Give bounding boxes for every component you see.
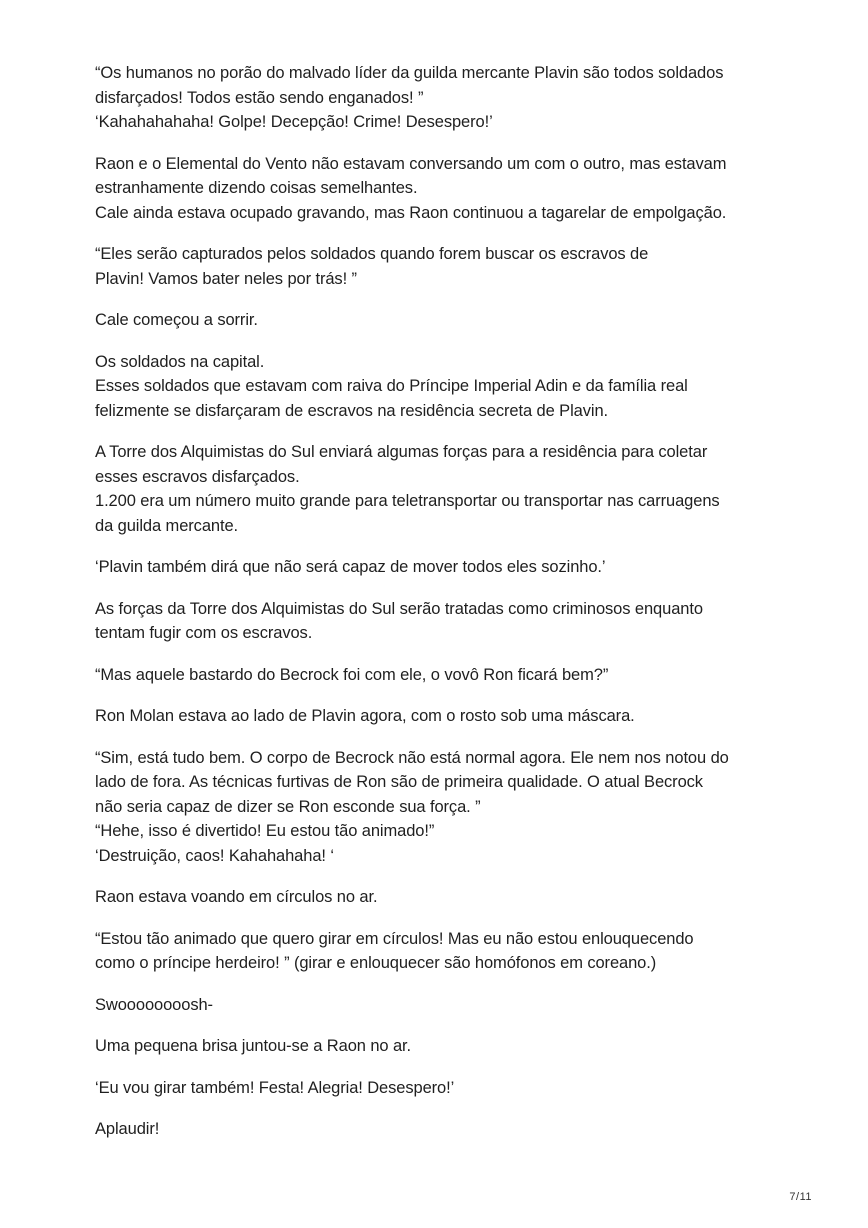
text-line: Cale começou a sorrir. <box>95 311 258 329</box>
document-body <box>95 61 785 1159</box>
paragraph <box>95 440 785 538</box>
text-line: ‘Destruição, caos! Kahahahaha! ‘ <box>95 846 334 865</box>
paragraph <box>95 242 785 291</box>
paragraph <box>95 350 785 424</box>
text-line: “Eles serão capturados pelos soldados quando forem buscar os escravos de <box>95 245 649 263</box>
text-line: esses escravos disfarçados. <box>95 467 300 486</box>
text-line: Os soldados na capital. <box>95 352 265 371</box>
paragraph <box>95 746 785 869</box>
text-line: “Sim, está tudo bem. O corpo de Becrock não está normal agora. Ele nem nos notou do <box>95 748 729 767</box>
text-line: como o príncipe herdeiro! ” (girar e enlouquecer são homófonos em coreano.) <box>95 954 657 972</box>
page-number: 7/11 <box>789 1191 812 1203</box>
text-line: “Os humanos no porão do malvado líder da guilda mercante Plavin são todos soldados <box>95 64 724 82</box>
text-line: ‘Kahahahahaha! Golpe! Decepção! Crime! Desespero!’ <box>95 113 493 131</box>
text-line: A Torre dos Alquimistas do Sul enviará algumas forças para a residência para coletar <box>95 443 708 461</box>
text-line: felizmente se disfarçaram de escravos na residência secreta de Plavin. <box>95 401 609 420</box>
paragraph <box>95 704 785 729</box>
paragraph <box>95 927 785 976</box>
text-line: Ron Molan estava ao lado de Plavin agora, com o rosto sob uma máscara. <box>95 707 635 725</box>
paragraph <box>95 1076 785 1101</box>
paragraph <box>95 1034 785 1059</box>
text-line: da guilda mercante. <box>95 516 239 535</box>
paragraph <box>95 61 785 135</box>
text-line: não seria capaz de dizer se Ron esconde sua força. ” <box>95 797 481 816</box>
text-line: ‘Plavin também dirá que não será capaz de mover todos eles sozinho.’ <box>95 558 606 576</box>
text-line: disfarçados! Todos estão sendo enganados! ” <box>95 88 424 107</box>
text-line: Raon estava voando em círculos no ar. <box>95 888 378 906</box>
paragraph <box>95 663 785 688</box>
text-line: Swoooooooosh- <box>95 995 213 1014</box>
text-line: tentam fugir com os escravos. <box>95 624 313 642</box>
text-line: “Hehe, isso é divertido! Eu estou tão animado!” <box>95 822 435 840</box>
text-line: Cale ainda estava ocupado gravando, mas Raon continuou a tagarelar de empolgação. <box>95 203 727 222</box>
text-line: Esses soldados que estavam com raiva do Príncipe Imperial Adin e da família real <box>95 377 688 395</box>
text-line: ‘Eu vou girar também! Festa! Alegria! Desespero!’ <box>95 1078 455 1097</box>
text-line: estranhamente dizendo coisas semelhantes. <box>95 179 418 197</box>
text-line: As forças da Torre dos Alquimistas do Sul serão tratadas como criminosos enquanto <box>95 599 703 618</box>
paragraph <box>95 885 785 910</box>
text-line: lado de fora. As técnicas furtivas de Ron são de primeira qualidade. O atual Becrock <box>95 773 703 791</box>
text-line: Aplaudir! <box>95 1120 160 1138</box>
paragraph <box>95 1117 785 1142</box>
text-line: Raon e o Elemental do Vento não estavam conversando um com o outro, mas estavam <box>95 154 727 173</box>
paragraph <box>95 152 785 226</box>
text-line: 1.200 era um número muito grande para teletransportar ou transportar nas carruagens <box>95 492 720 510</box>
paragraph <box>95 555 785 580</box>
text-line: “Mas aquele bastardo do Becrock foi com ele, o vovô Ron ficará bem?” <box>95 665 609 684</box>
paragraph <box>95 308 785 333</box>
text-line: Plavin! Vamos bater neles por trás! ” <box>95 269 357 288</box>
text-line: Uma pequena brisa juntou-se a Raon no ar. <box>95 1037 412 1055</box>
paragraph <box>95 993 785 1018</box>
paragraph <box>95 597 785 646</box>
text-line: “Estou tão animado que quero girar em círculos! Mas eu não estou enlouquecendo <box>95 929 694 948</box>
